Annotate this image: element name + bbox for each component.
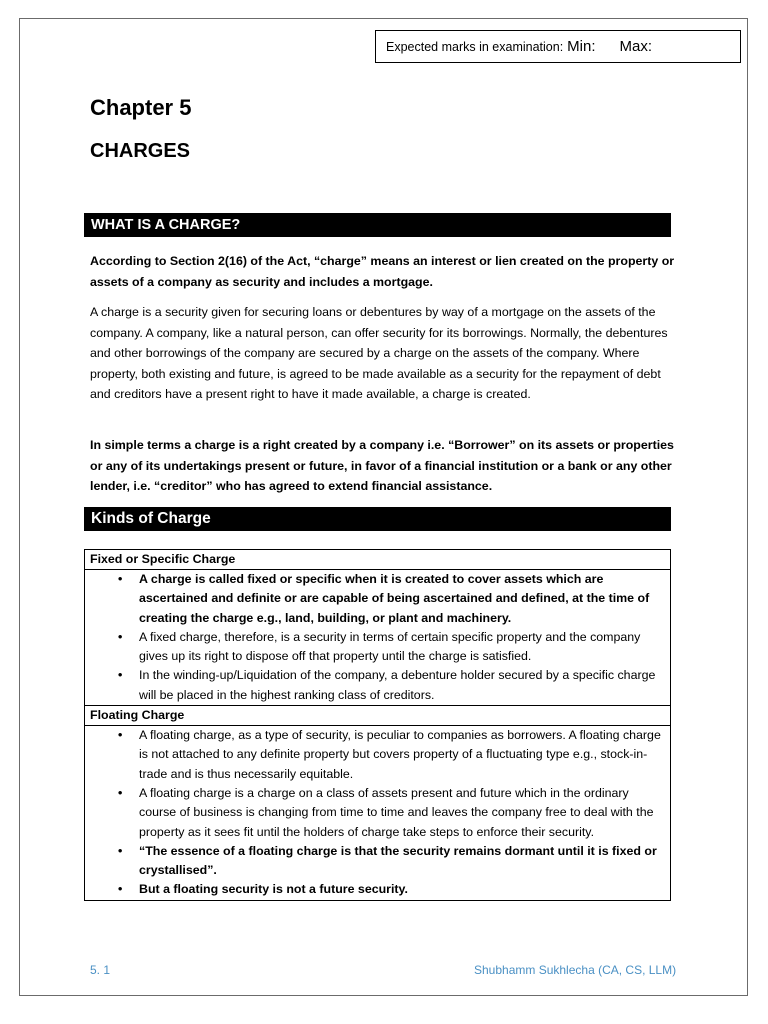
bullet-icon: • xyxy=(118,629,123,644)
floating-charge-cell xyxy=(85,726,671,901)
floating-charge-heading: Floating Charge xyxy=(85,706,671,726)
marks-min: Min: xyxy=(567,38,596,55)
list-item-text: A floating charge, as a type of security, is peculiar to companies as borrowers. A floating charge is not attached to any definite property but covers property of a fluctuating type e.g., stock-in-trade and is thus necessarily equitable. xyxy=(139,728,661,781)
chapter-number: Chapter 5 xyxy=(90,95,192,120)
page-number: 5. 1 xyxy=(90,963,111,977)
table-row xyxy=(85,706,671,726)
list-item-text: A charge is called fixed or specific when it is created to cover assets which are ascertained and definite or are capable of being ascertained and defined, at the time of creating the charge e.g., land, building, or plant and machinery. xyxy=(139,572,650,625)
list-item xyxy=(118,880,662,899)
marks-label: Expected marks in examination: xyxy=(386,39,564,54)
bullet-icon: • xyxy=(118,728,123,743)
list-item xyxy=(118,570,662,628)
kinds-of-charge-table xyxy=(84,549,671,901)
fixed-charge-heading: Fixed or Specific Charge xyxy=(85,550,671,570)
list-item xyxy=(118,726,662,784)
list-item-text: In the winding-up/Liquidation of the company, a debenture holder secured by a specific charge will be placed in the highest ranking class of creditors. xyxy=(139,668,656,702)
chapter-title: CHARGES xyxy=(90,140,191,162)
bullet-icon: • xyxy=(118,668,123,683)
table-row xyxy=(85,570,671,706)
list-item xyxy=(118,842,662,881)
marks-max: Max: xyxy=(619,38,653,55)
list-item xyxy=(118,784,662,842)
bullet-icon: • xyxy=(118,882,123,897)
table-row xyxy=(85,550,671,570)
expected-marks-box xyxy=(375,30,741,63)
simple-terms-paragraph: In simple terms a charge is a right created by a company i.e. “Borrower” on its assets or properties or any of its undertakings present or future, in favor of a financial institution or a bank or any other lender, i.e. “creditor” who has agreed to extend financial assistance. xyxy=(90,438,674,493)
list-item-text: A floating charge is a charge on a class of assets present and future which in the ordinary course of business is changing from time to time and leaves the company free to deal with the property as it sees fit until the holders of charge take steps to enforce their security. xyxy=(139,785,654,839)
bullet-icon: • xyxy=(118,572,123,586)
list-item xyxy=(118,628,662,667)
bullet-icon: • xyxy=(118,785,123,800)
bullet-icon: • xyxy=(118,843,123,858)
definition-paragraph: According to Section 2(16) of the Act, “charge” means an interest or lien created on the property or assets of a company as security and includes a mortgage. xyxy=(90,254,675,289)
explanation-paragraph: A charge is a security given for securing loans or debentures by way of a mortgage on the assets of the company. A company, like a natural person, can offer security for its borrowings. Normally, the debentures and other borrowings of the company are secured by a charge on the assets of the company. Where property, both existing and future, is agreed to be made available as a security for the repayment of debt and creditors have a present right to have it made available, a charge is created. xyxy=(90,305,668,401)
list-item-text: A fixed charge, therefore, is a security in terms of certain specific property and the company gives up its right to dispose off that property until the charge is satisfied. xyxy=(139,629,641,664)
footer-author: Shubhamm Sukhlecha (CA, CS, LLM) xyxy=(474,963,677,977)
table-row xyxy=(85,726,671,901)
section-heading-kinds-of-charge: Kinds of Charge xyxy=(84,507,671,531)
section-heading-what-is-charge: WHAT IS A CHARGE? xyxy=(84,213,671,237)
list-item-text: “The essence of a floating charge is that the security remains dormant until it is fixed or crystallised”. xyxy=(139,843,657,878)
list-item xyxy=(118,666,662,705)
fixed-charge-cell xyxy=(85,570,671,706)
floating-charge-list xyxy=(90,726,670,900)
list-item-text: But a floating security is not a future security. xyxy=(139,882,408,897)
fixed-charge-list xyxy=(90,570,670,705)
